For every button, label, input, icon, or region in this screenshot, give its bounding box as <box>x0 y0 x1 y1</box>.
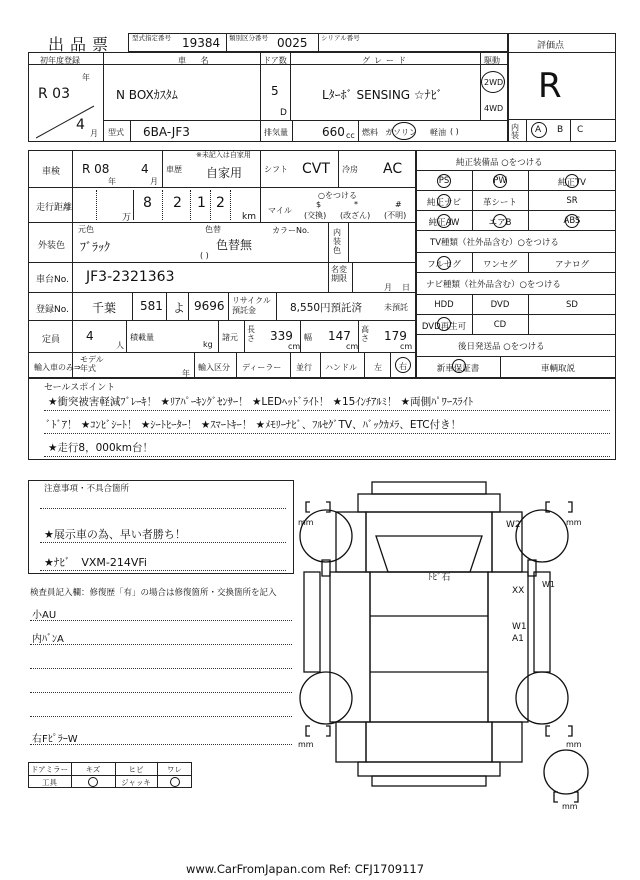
cc-unit: cc <box>346 131 355 140</box>
meter-tamper: (改ざん) <box>340 211 371 220</box>
tools-h-break: ワレ <box>167 765 182 774</box>
usage-label: 車歴 <box>166 165 182 174</box>
grade-label: グレード <box>362 56 410 65</box>
drive-2wd: 2WD <box>484 78 504 87</box>
equip-tv: 純正TV <box>557 178 586 188</box>
color-orig-label: 元色 <box>78 225 94 234</box>
damage-w2: W2 <box>506 520 521 530</box>
shift-value: CVT <box>302 161 330 177</box>
first-reg-label: 初年度登録 <box>40 56 80 65</box>
damage-tobi: ﾄﾋﾞ石 <box>428 573 451 583</box>
doors-d: D <box>280 108 287 118</box>
sales-line-1: ★衝突被害軽減ﾌﾞﾚｰｷ！ ★ﾘｱﾊﾟｰｷﾝｸﾞｾﾝｻｰ！ ★LEDﾍｯﾄﾞﾗｲﾄ！ ★15ｲﾝﾁｱﾙﾐ！ ★両側ﾊﾟﾜｰｽﾗｲﾄ <box>48 396 474 408</box>
displacement-value: 660 <box>322 125 345 139</box>
recycle-label: リサイクル預託金 <box>232 296 271 315</box>
docs-title: 後日発送品 ○をつける <box>458 342 545 352</box>
notes-label: 注意事項・不具合箇所 <box>44 484 130 494</box>
footer-watermark: www.CarFromJapan.com Ref: CFJ1709117 <box>186 862 425 876</box>
damage-a1: A1 <box>512 634 524 644</box>
ext-color-label: 外装色 <box>38 241 66 251</box>
class-no: 0025 <box>277 36 308 50</box>
width-value: 147 <box>328 329 351 343</box>
circle-pw <box>493 174 507 188</box>
equip-pw: PW <box>493 176 507 186</box>
inspection-month-unit: 月 <box>150 177 158 186</box>
load-label: 積載量 <box>130 333 154 342</box>
mileage-label: 走行距離 <box>36 203 73 213</box>
reg-kana: よ <box>173 301 186 315</box>
reg-diagonal <box>36 104 96 140</box>
circle-airbag <box>493 214 507 228</box>
width-label: 幅 <box>304 333 312 342</box>
page-title: 出品票 <box>48 35 115 54</box>
name-change-month: 月 <box>384 283 392 292</box>
interior-c: C <box>577 125 584 135</box>
reg-area: 千葉 <box>92 301 117 315</box>
tools-jack-circle <box>170 777 180 787</box>
interior-b: B <box>557 125 564 135</box>
reg-class: 581 <box>140 299 163 313</box>
navi-dvd: DVD <box>490 300 510 310</box>
color-code-label: 色替 <box>205 225 221 234</box>
tools-jack: ジャッキ <box>121 778 151 787</box>
color-paren: ( ) <box>200 251 209 260</box>
model-year-unit: 年 <box>182 369 190 378</box>
sales-label: セールスポイント <box>44 383 116 393</box>
meter-unknown-sym: # <box>395 200 402 209</box>
tire-fl-mm: mm <box>298 518 314 527</box>
inspection-year-unit: 年 <box>108 177 116 186</box>
score-value: R <box>538 66 562 106</box>
circle-warranty <box>452 359 466 373</box>
interior-a: A <box>535 125 542 135</box>
circle-navi <box>437 194 451 208</box>
dims-label: 諸元 <box>222 333 238 342</box>
score-label: 評価点 <box>537 41 565 51</box>
drive-label: 駆動 <box>484 56 500 65</box>
fuel-paren: ( ) <box>450 127 459 136</box>
docs-warranty: 新車保証書 <box>436 364 480 374</box>
circle-tv <box>565 174 579 188</box>
equip-sr: SR <box>566 196 578 206</box>
model-year-label: モデル年式 <box>80 355 104 373</box>
grade-value: Lﾀｰﾎﾞ SENSING ☆ﾅﾋﾞ <box>322 88 443 102</box>
parallel-option: 並行 <box>296 363 312 372</box>
fuel-label: 燃料 <box>362 128 378 137</box>
model-spec-label: 型式指定番号 <box>132 34 171 42</box>
navi-hdd: HDD <box>434 300 454 310</box>
navi-dvd-play: DVD再生可 <box>421 322 467 332</box>
shift-label: シフト <box>264 165 288 174</box>
equip-leather: 革シート <box>482 198 517 208</box>
equipment-title: 純正装備品 ○をつける <box>456 158 543 168</box>
damage-w1-side: W1 <box>542 580 555 589</box>
month-label: 月 <box>90 129 98 138</box>
fuel-gas: ガソリン <box>385 128 417 137</box>
year-label: 年 <box>82 73 90 82</box>
inspector-line-6: 右FﾋﾟﾗｰW <box>32 734 78 745</box>
drive-4wd: 4WD <box>484 104 504 113</box>
length-label: 長さ <box>247 325 255 343</box>
circle-abs <box>565 214 579 228</box>
first-reg-year: R 03 <box>38 86 70 102</box>
equip-abs: ABS <box>563 216 581 226</box>
usage-value: 自家用 <box>206 166 243 180</box>
fuel-diesel: 軽油 <box>430 128 446 137</box>
load-unit: kg <box>203 340 213 349</box>
tire-spare-mm: mm <box>562 802 578 811</box>
serial-label: シリアル番号 <box>321 34 360 42</box>
import-label: 輸入車のみ⇒ <box>34 363 81 372</box>
name-change-label: 名変期限 <box>331 265 347 283</box>
class-label: 類別区分番号 <box>229 34 268 42</box>
recycle-unpaid: 未預託 <box>384 303 408 312</box>
equip-airbag: エアB <box>488 218 512 228</box>
height-cm: cm <box>400 342 413 351</box>
length-cm: cm <box>288 342 301 351</box>
inspector-line-2: 内ﾊﾞﾝA <box>32 634 64 645</box>
tire-rr-mm: mm <box>566 740 582 749</box>
sales-line-3: ★走行8，000km台！ <box>48 442 153 454</box>
int-color-label: 内装色 <box>333 228 341 255</box>
height-label: 高さ <box>361 325 369 343</box>
tv-fullseg: フルセグ <box>427 260 461 270</box>
equip-navi: 純正ナビ <box>426 198 461 208</box>
tools-tool: 工具 <box>42 778 57 787</box>
color-change: 色替無 <box>216 238 253 252</box>
model-label: 型式 <box>108 128 124 137</box>
meter-note: ○をつける <box>318 191 357 200</box>
mileage-digit-4: 2 <box>216 195 225 211</box>
sales-line-2: ﾞﾄﾞｱ！ ★ｺﾝﾋﾞｼｰﾄ！ ★ｼｰﾄﾋｰﾀｰ！ ★ｽﾏｰﾄｷｰ！ ★ﾒﾓﾘｰﾅﾋﾞ、ﾌﾙｾｸﾞTV、ﾊﾞｯｸｶﾒﾗ、ETC付き！ <box>46 419 462 431</box>
handle-label: ハンドル <box>325 363 357 372</box>
notes-line-2: ★ﾅﾋﾞ VXM-214VFi <box>44 556 147 569</box>
usage-note: ※未記入は自家用 <box>196 151 251 159</box>
ac-value: AC <box>383 161 403 177</box>
damage-xx: XX <box>512 586 525 596</box>
inspection-label: 車検 <box>42 167 61 177</box>
interior-label: 内装 <box>511 123 519 140</box>
mileage-digit-3: 1 <box>197 195 206 211</box>
name-label: 車 名 <box>178 56 215 65</box>
capacity-unit: 人 <box>116 341 124 350</box>
handle-left: 左 <box>374 363 382 372</box>
damage-w1: W1 <box>512 622 527 632</box>
tire-fr-mm: mm <box>566 518 582 527</box>
length-value: 339 <box>270 329 293 343</box>
circle-ps <box>437 174 451 188</box>
recycle-value: 8,550円預託済 <box>290 302 363 314</box>
chassis-value: JF3-2321363 <box>86 269 175 285</box>
circle-fullseg <box>437 256 451 270</box>
navi-title: ナビ種類（社外品含む）○をつける <box>426 280 561 290</box>
color-no-label: カラーNo. <box>272 226 310 235</box>
model-value: 6BA-JF3 <box>143 125 190 139</box>
mile-label: マイル <box>268 206 292 215</box>
notes-line-1: ★展示車の為、早い者勝ち！ <box>44 528 186 541</box>
ac-label: 冷房 <box>342 165 358 174</box>
width-cm: cm <box>346 342 359 351</box>
inspector-line-1: 小AU <box>32 610 57 621</box>
equip-aw: 純正AW <box>428 218 460 228</box>
capacity-value: 4 <box>86 329 94 343</box>
docs-manual: 車輌取説 <box>540 364 575 374</box>
navi-sd: SD <box>566 300 578 310</box>
equip-ps: PS <box>438 176 450 186</box>
tools-h-crack: ヒビ <box>128 765 144 774</box>
car-diagram <box>296 476 616 816</box>
capacity-label: 定員 <box>42 335 61 345</box>
tv-oneseg: ワンセグ <box>482 260 517 270</box>
navi-cd: CD <box>493 320 507 330</box>
reg-label: 登録No. <box>36 305 69 315</box>
meter-swap: (交換) <box>304 211 327 220</box>
circle-dvd-play <box>437 317 451 331</box>
import-type-label: 輸入区分 <box>198 363 230 372</box>
vehicle-name: N BOXｶｽﾀﾑ <box>116 88 178 102</box>
meter-unknown: (不明) <box>384 211 407 220</box>
meter-swap-sym: $ <box>316 200 322 209</box>
model-spec-no: 19384 <box>182 36 221 50</box>
dealer-option: ディーラー <box>242 363 282 372</box>
doors-label: ドア数 <box>263 56 287 65</box>
name-change-day: 日 <box>402 283 410 292</box>
tools-h-scratch: キズ <box>85 765 101 774</box>
tv-analog: アナログ <box>554 260 589 270</box>
meter-tamper-sym: * <box>354 200 358 209</box>
height-value: 179 <box>384 329 407 343</box>
displacement-label: 排気量 <box>264 128 288 137</box>
inspector-label: 検査員記入欄：修復歴「有」の場合は修復箇所・交換箇所を記入 <box>30 588 277 598</box>
inspection-month: 4 <box>141 162 149 176</box>
mileage-digit-2: 2 <box>173 195 182 211</box>
chassis-label: 車台No. <box>36 275 69 285</box>
ext-color: ﾌﾞﾗｯｸ <box>80 240 111 254</box>
inspection-value: R 08 <box>82 162 110 176</box>
circle-aw <box>437 214 451 228</box>
handle-right: 右 <box>399 362 407 371</box>
mileage-digit-1: 8 <box>143 195 152 211</box>
tv-title: TV種類（社外品含む）○をつける <box>430 238 559 248</box>
first-reg-month: 4 <box>76 117 85 133</box>
tools-tool-circle <box>88 777 98 787</box>
doors-value: 5 <box>271 84 279 98</box>
km-unit: km <box>242 212 256 222</box>
mileage-man: 万 <box>122 213 132 223</box>
reg-no: 9696 <box>194 299 225 313</box>
tools-h-mirror: ドアミラー <box>30 765 69 774</box>
tire-rl-mm: mm <box>298 740 314 749</box>
